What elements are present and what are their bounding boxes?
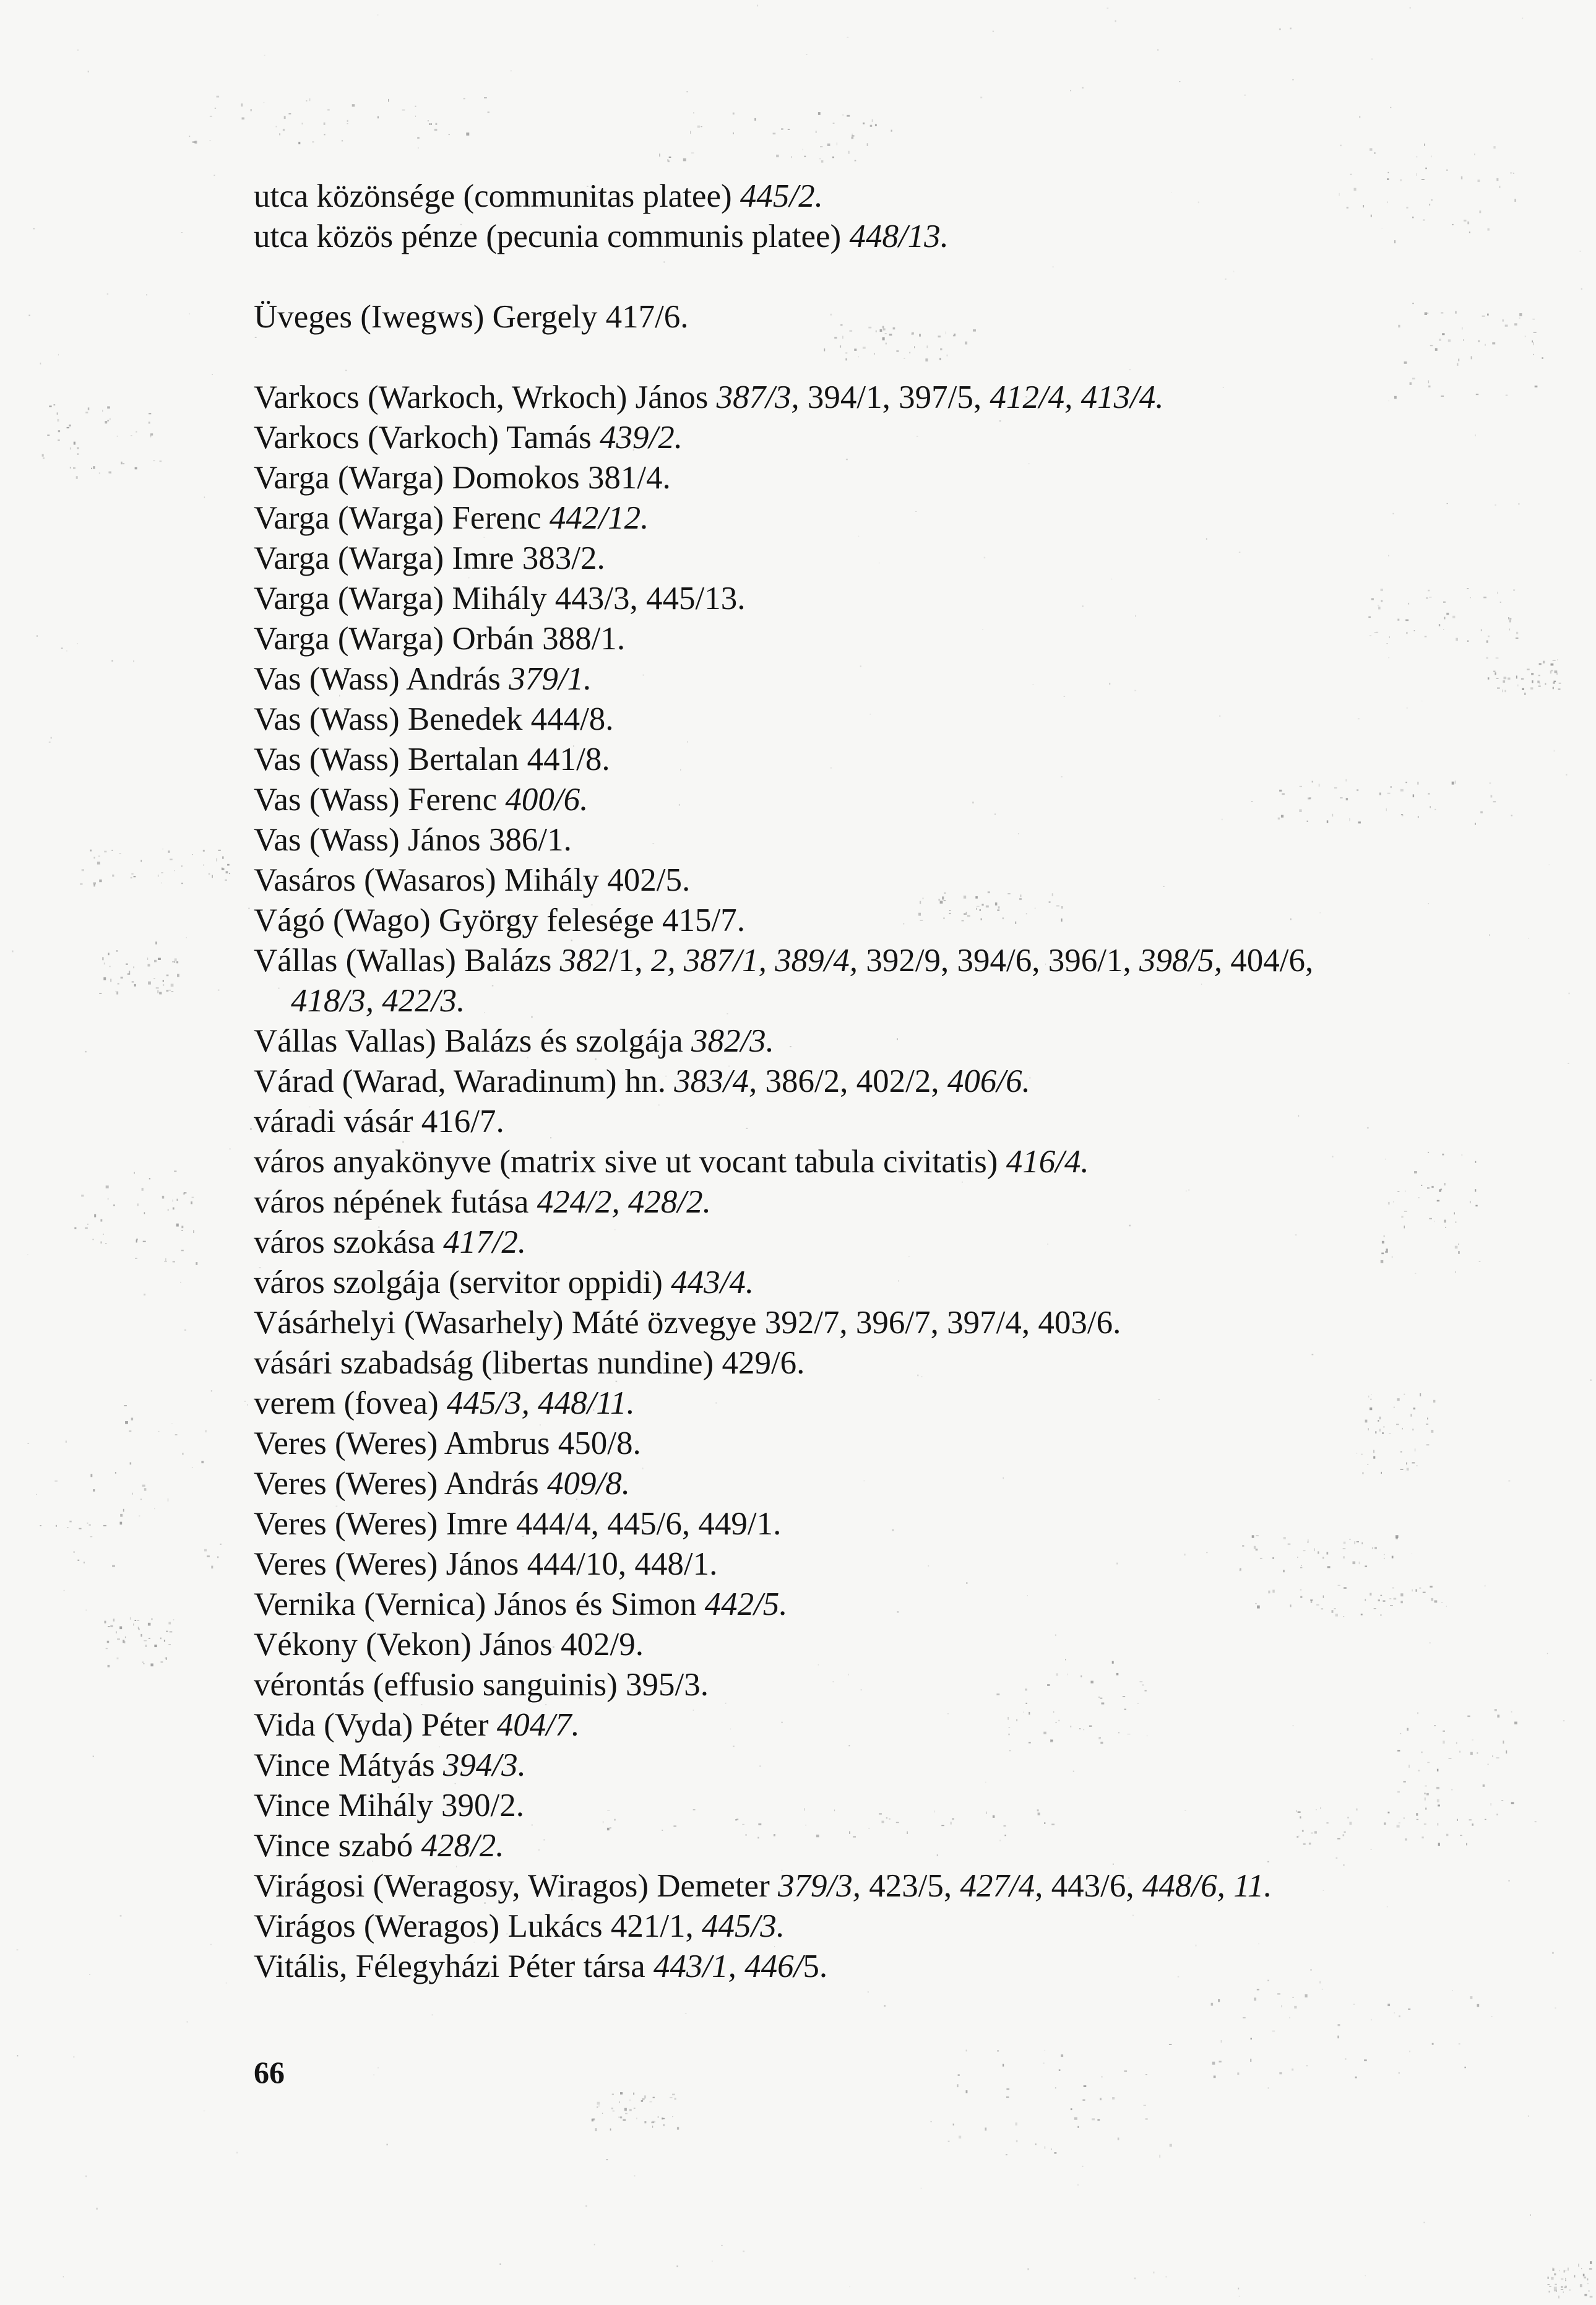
entry-text: Varkocs (Varkoch) Tamás <box>254 420 600 456</box>
index-entry <box>254 1585 1522 1625</box>
entry-reference-italic: 404/7. <box>496 1707 580 1743</box>
index-entry <box>254 1625 1522 1665</box>
index-entry <box>254 1866 1522 1906</box>
entry-text: város szokása <box>254 1224 444 1260</box>
entry-text: utca közös pénze (pecunia communis platee) <box>254 218 850 254</box>
entry-text: váradi vásár 416/7. <box>254 1104 504 1140</box>
index-entry <box>254 217 1522 257</box>
entry-reference-italic: 428/2. <box>421 1828 504 1864</box>
entry-text: Veres (Weres) János 444/10, 448/1. <box>254 1546 718 1582</box>
entry-reference-italic: 439/2. <box>599 420 683 456</box>
entry-text: utca közönsége (communitas platee) <box>254 178 740 214</box>
index-entry <box>254 1222 1522 1263</box>
entry-text: Virágos (Weragos) Lukács 421/1, <box>254 1908 702 1944</box>
index-entry <box>254 579 1522 619</box>
entry-reference-italic: 379/1. <box>509 661 592 697</box>
index-entry <box>254 1263 1522 1303</box>
entry-text: Varga (Warga) Imre 383/2. <box>254 540 605 576</box>
index-entry <box>254 1062 1522 1102</box>
entry-reference-italic: 448/13. <box>849 218 949 254</box>
index-entry <box>254 1464 1522 1504</box>
entry-reference-italic: 406/6. <box>947 1063 1030 1099</box>
entry-text: Vitális, Félegyházi Péter társa <box>254 1948 653 1984</box>
entry-reference-italic: 409/8. <box>547 1466 631 1502</box>
entry-text: város népének futása <box>254 1184 537 1220</box>
entry-text: Veres (Weres) András <box>254 1466 548 1502</box>
entry-reference-italic: 418/3, 422/3. <box>291 983 465 1019</box>
index-entry <box>254 1383 1522 1424</box>
entry-reference-italic: 445/3, 448/11. <box>446 1385 635 1421</box>
index-entry <box>254 1786 1522 1826</box>
index-entry <box>254 458 1522 498</box>
index-entry <box>254 1142 1522 1182</box>
index-entry <box>254 1745 1522 1786</box>
entry-reference-italic: 445/2. <box>740 178 823 214</box>
entry-reference-italic: 394/3. <box>442 1747 526 1783</box>
entry-reference-italic: 382/3. <box>691 1023 774 1059</box>
entry-text: Üveges (Iwegws) Gergely 417/6. <box>254 299 689 335</box>
entry-reference-italic: 387/3, <box>716 379 800 415</box>
index-entry-continuation <box>291 981 1522 1021</box>
index-entry <box>254 1424 1522 1464</box>
entry-text: 386/2, 402/2, <box>757 1063 947 1099</box>
index-entry <box>254 1303 1522 1343</box>
entry-reference-italic: 383/4, <box>674 1063 757 1099</box>
entry-text: Vállas Vallas) Balázs és szolgája <box>254 1023 691 1059</box>
index-entry <box>254 860 1522 901</box>
entry-text: Veres (Weres) Imre 444/4, 445/6, 449/1. <box>254 1506 782 1542</box>
entry-text: 392/9, 394/6, 396/1, <box>858 943 1139 979</box>
entry-text: Vince Mihály 390/2. <box>254 1788 524 1823</box>
entry-text: Vas (Wass) András <box>254 661 509 697</box>
entry-text: 423/5, <box>860 1868 960 1904</box>
entry-text: Varga (Warga) Mihály 443/3, 445/13. <box>254 581 746 616</box>
entry-text: Virágosi (Weragosy, Wiragos) Demeter <box>254 1868 778 1904</box>
entry-text: Várad (Warad, Waradinum) hn. <box>254 1063 675 1099</box>
entry-reference-italic: 416/4. <box>1006 1144 1089 1180</box>
entry-text: verem (fovea) <box>254 1385 447 1421</box>
entry-reference-italic: 448/6, 11. <box>1142 1868 1272 1904</box>
entry-reference-italic: 445/3. <box>702 1908 785 1944</box>
entry-reference-italic: 412/4, 413/4. <box>990 379 1164 415</box>
entry-reference-italic: 442/5. <box>704 1586 788 1622</box>
entry-text: Vállas (Wallas) Balázs <box>254 943 560 979</box>
index-entry <box>254 820 1522 860</box>
index-entry <box>254 901 1522 941</box>
index-entry <box>254 1705 1522 1745</box>
entry-reference-italic: 446/ <box>744 1948 803 1984</box>
entry-text: Vida (Vyda) Péter <box>254 1707 497 1743</box>
entry-reference-italic: 417/2. <box>443 1224 527 1260</box>
index-entry <box>254 1906 1522 1947</box>
entry-text: Vasáros (Wasaros) Mihály 402/5. <box>254 862 691 898</box>
index-entry <box>254 740 1522 780</box>
index-entry-list <box>254 176 1522 1987</box>
entry-reference-italic: 424/2, 428/2. <box>537 1184 711 1220</box>
entry-reference-italic: 379/3, <box>777 1868 861 1904</box>
index-entry <box>254 941 1522 981</box>
entry-text: Varkocs (Warkoch, Wrkoch) János <box>254 379 717 415</box>
index-entry <box>254 1343 1522 1383</box>
entry-text: 404/6, <box>1222 943 1314 979</box>
entry-text: vásári szabadság (libertas nundine) 429/6. <box>254 1345 805 1381</box>
entry-text: Veres (Weres) Ambrus 450/8. <box>254 1425 641 1461</box>
entry-reference-italic: 443/1, <box>653 1948 736 1984</box>
entry-text: Varga (Warga) Domokos 381/4. <box>254 460 671 496</box>
entry-text: vérontás (effusio sanguinis) 395/3. <box>254 1667 709 1703</box>
entry-text: Vásárhelyi (Wasarhely) Máté özvegye 392/7, 396/7, 397/4, 403/6. <box>254 1305 1121 1341</box>
entry-reference-italic: 382 <box>559 943 610 979</box>
index-entry <box>254 378 1522 418</box>
index-entry <box>254 1021 1522 1062</box>
entry-text: Vas (Wass) Ferenc <box>254 782 506 818</box>
entry-text: Vince Mátyás <box>254 1747 443 1783</box>
index-entry <box>254 1826 1522 1866</box>
entry-text: /1, <box>609 943 651 979</box>
page-number: 66 <box>254 2055 285 2090</box>
entry-text: város szolgája (servitor oppidi) <box>254 1265 671 1300</box>
entry-text: Vágó (Wago) György felesége 415/7. <box>254 902 745 938</box>
index-entry <box>254 659 1522 699</box>
index-entry <box>254 1102 1522 1142</box>
entry-text: Vas (Wass) Bertalan 441/8. <box>254 742 610 777</box>
entry-text: Vince szabó <box>254 1828 421 1864</box>
entry-text: Vas (Wass) János 386/1. <box>254 822 572 858</box>
index-entry <box>254 1544 1522 1585</box>
index-entry <box>254 1182 1522 1222</box>
entry-text: Varga (Warga) Ferenc <box>254 500 550 536</box>
entry-reference-italic: 442/12. <box>549 500 649 536</box>
index-entry <box>254 1665 1522 1705</box>
entry-reference-italic: 400/6. <box>505 782 589 818</box>
index-entry <box>254 1947 1522 1987</box>
index-entry <box>254 1504 1522 1544</box>
entry-text <box>736 1948 744 1984</box>
index-entry <box>254 780 1522 820</box>
entry-text: Vas (Wass) Benedek 444/8. <box>254 701 614 737</box>
entry-text: Vékony (Vekon) János 402/9. <box>254 1627 644 1663</box>
entry-text: 394/1, 397/5, <box>799 379 990 415</box>
index-entry <box>254 176 1522 217</box>
entry-text: város anyakönyve (matrix sive ut vocant tabula civitatis) <box>254 1144 1006 1180</box>
index-entry <box>254 538 1522 579</box>
entry-text: Vernika (Vernica) János és Simon <box>254 1586 705 1622</box>
entry-reference-italic: 427/4, <box>960 1868 1043 1904</box>
index-entry <box>254 297 1522 337</box>
entry-text: Varga (Warga) Orbán 388/1. <box>254 621 626 657</box>
entry-text: 443/6, <box>1043 1868 1142 1904</box>
index-entry <box>254 418 1522 458</box>
entry-text: 5. <box>803 1948 828 1984</box>
entry-reference-italic: 2, 387/1, 389/4, <box>650 943 858 979</box>
index-entry <box>254 498 1522 538</box>
entry-reference-italic: 443/4. <box>671 1265 754 1300</box>
index-entry <box>254 619 1522 659</box>
index-entry <box>254 699 1522 740</box>
entry-reference-italic: 398/5, <box>1139 943 1222 979</box>
